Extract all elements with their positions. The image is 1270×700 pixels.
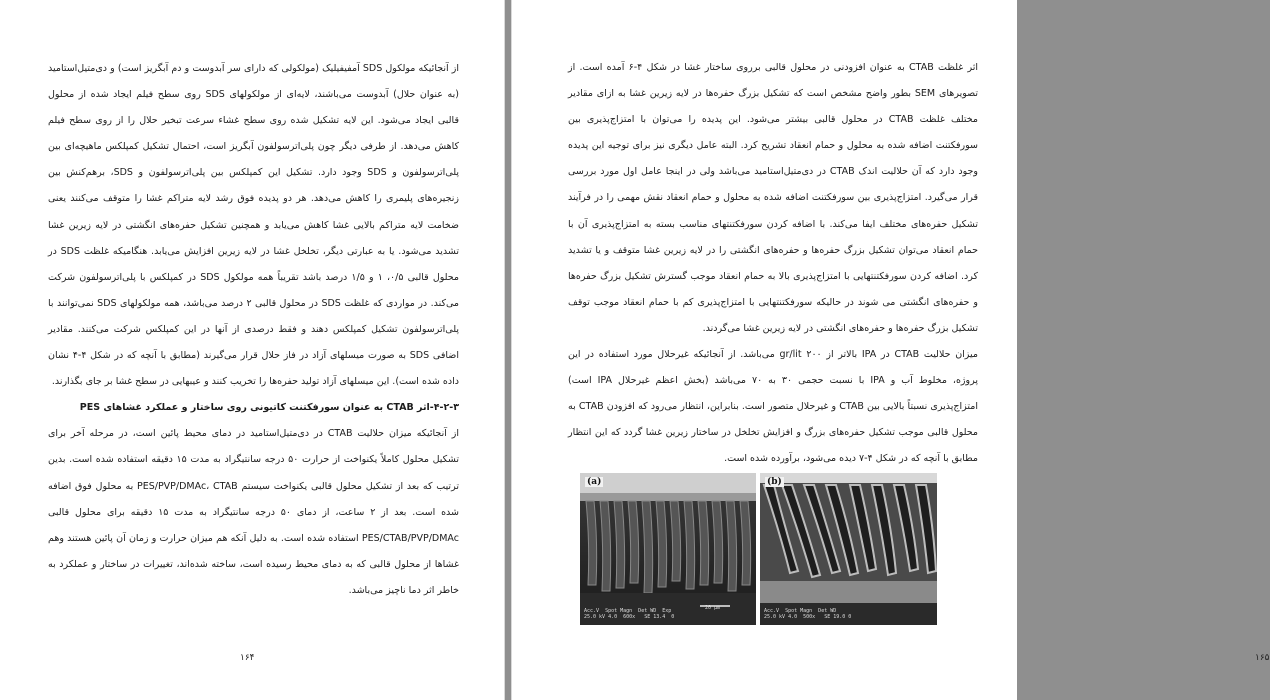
paragraph: از آنجائیکه میزان حلالیت CTAB در دی‌متیل‌استامید در دمای محیط پائین است، در مرحله آخر برای تشکیل محلول کاملاً یکنواخت از حرارت ۵۰ درجه سانتیگراد به مدت ۱۵ دقیقه استفاده شده است. بدین ترتیب که بعد از تشکیل محلول قالبی یکنواخت سیستم PES/PVP/DMAc، CTAB به محلول فوق اضافه شده است. بعد از ۲ ساعت، از دمای ۵۰ درجه سانتیگراد به مدت ۱۵ دقیقه برای محلول قالبی PES/CTAB/PVP/DMAc استفاده شده است. به دلیل آنکه هم میزان حرارت و زمان آن پائین هستند وهم غشاها از محلول قالبی که به دمای محیط رسیده است، ساخته شده‌اند، تغییرات در ساختار و عملکرد به خاطر اثر دما ناچیز می‌باشد. — [48, 428, 459, 596]
page-number: ۱۶۴ — [240, 653, 255, 663]
sem-image-b — [760, 473, 937, 625]
panel-label: (a) — [587, 477, 602, 487]
left-page — [0, 0, 505, 700]
paragraph: از آنجائیکه مولکول SDS آمفیفیلیک (مولکولی که دارای سر آبدوست و دم آبگریز است) و دی‌متیل‌استامید (به عنوان حلال) آبدوست می‌باشند، لایه‌ای از مولکولهای SDS روی سطح فیلم ایجاد شده از محلول قالبی ایجاد می‌شود. این لایه تشکیل شده روی سطح غشاء سرعت تبخیر حلال را از روی سطح فیلم کاهش می‌دهد. از طرفی دیگر چون پلی‌اترسولفون آبگریز است، احتمال تشکیل کمپلکس ماهیچه‌ای بین پلی‌اترسولفون و SDS وجود دارد. تشکیل این کمپلکس بین پلی‌اترسولفون و SDS، برهم‌کنش بین زنجیره‌های پلیمری را کاهش می‌دهد. هر دو پدیده فوق رشد لایه متراکم غشا را متوقف می‌کنند یعنی ضخامت لایه متراکم بالایی غشا کاهش می‌یابد و همچنین تشکیل حفره‌های انگشتی در لایه زیرین غشا تشدید می‌شود. یا به عبارتی دیگر، تخلخل غشا در لایه زیرین افزایش می‌یابد. هنگامیکه غلظت SDS در محلول قالبی ۰/۵، ۱ و ۱/۵ درصد باشد تقریباً همه مولکول SDS در کمپلکس با پلی‌اترسولفون شرکت می‌کند. در مواردی که غلظت SDS در محلول قالبی ۲ درصد می‌باشد، همه مولکولهای SDS نمی‌توانند با پلی‌اترسولفون تشکیل کمپلکس دهند و فقط درصدی از آنها در این کمپلکس شرکت می‌کنند. مقادیر اضافی SDS به صورت میسلهای آزاد در فاز حلال قرار می‌گیرند (مطابق با آنچه که در شکل ۴-۴ نشان داده شده است). این میسلهای آزاد تولید حفره‌ها را تخریب کنند و عیبهایی در سطح غشا بر جای بگذارند. — [48, 63, 460, 388]
paragraph: اثر غلظت CTAB به عنوان افزودنی در محلول قالبی برروی ساختار غشا در شکل ۴-۶ آمده است. از تصویرهای SEM بطور واضح مشخص است که تشکیل بزرگ حفره‌ها در لایه زیرین غشا به ازای مقادیر مختلف غلظت CTAB در محلول قالبی بیشتر می‌شود. این پدیده را می‌توان با امتزاج‌پذیری بین سورفکتنت اضافه شده به محلول و حمام انعقاد تشریح کرد. البته عامل دیگری نیز برای توجیه این پدیده وجود دارد که آن حلالیت اندک CTAB در دی‌متیل‌استامید می‌باشد ولی در اینجا عامل اول مورد بررسی قرار می‌گیرد. امتزاج‌پذیری بین سورفکتنت اضافه شده به محلول و حمام انعقاد نقش مهمی را در فرآیند تشکیل حفره‌های مختلف ایفا می‌کند. با اضافه کردن سورفکتنتهای مناسب بسته به امتزاج‌پذیری آن با حمام انعقاد می‌توان تشکیل بزرگ حفره‌ها و حفره‌های انگشتی را در لایه زیرین غشا متوقف و یا تشدید کرد. اضافه کردن سورفکتنتهایی با امتزاج‌پذیری بالا به حمام انعقاد موجب گسترش تشکیل بزرگ حفره‌ها و حفره‌های انگشتی می شوند در حالیکه سورفکتنتهایی با امتزاج‌پذیری کم با حمام انعقاد موجب توقف تشکیل بزرگ حفره‌ها و حفره‌های انگشتی در لایه زیرین غشا می‌گردند. — [568, 62, 979, 334]
page-number: ۱۶۵ — [1255, 653, 1270, 663]
section-heading: ۴-۲-۳-اثر CTAB به عنوان سورفکتنت کاتیونی روی ساختار و عملکرد غشاهای PES — [79, 402, 459, 414]
sem-micrograph-a — [580, 473, 756, 625]
panel-label: (b) — [767, 477, 782, 487]
scale-bar-label: 20 µm — [705, 605, 721, 611]
left-page-text — [48, 56, 459, 604]
right-page-text — [568, 55, 978, 473]
paragraph: میزان حلالیت CTAB در IPA بالاتر از ۲۰۰ gr/lit می‌باشد. از آنجائیکه غیرحلال مورد استفاده در این پروژه، مخلوط آب و IPA با نسبت حجمی ۳۰ به ۷۰ می‌باشد (بخش اعظم غیرحلال IPA است) امتزاج‌پذیری نسبتاً بالایی بین CTAB و غیرحلال متصور است. بنابراین، انتظار می‌رود که افزودن CTAB به محلول قالبی موجب تشکیل حفره‌های بزرگ و افزایش تخلخل در ساختار زیرین غشا گردد که این انتظار مطابق با آنچه که در شکل ۴-۷ دیده می‌شود، برآورده شده است. — [568, 349, 979, 465]
sem-image-a — [580, 473, 756, 625]
sem-info-bar: Acc.V Spot Magn Det WD Exp 25.0 kV 4.0 600x SE 13.4 0 — [584, 608, 675, 620]
sem-micrograph-b — [760, 473, 937, 625]
sem-info-bar: Acc.V Spot Magn Det WD 25.0 kV 4.0 500x SE 19.0 0 — [764, 608, 852, 620]
